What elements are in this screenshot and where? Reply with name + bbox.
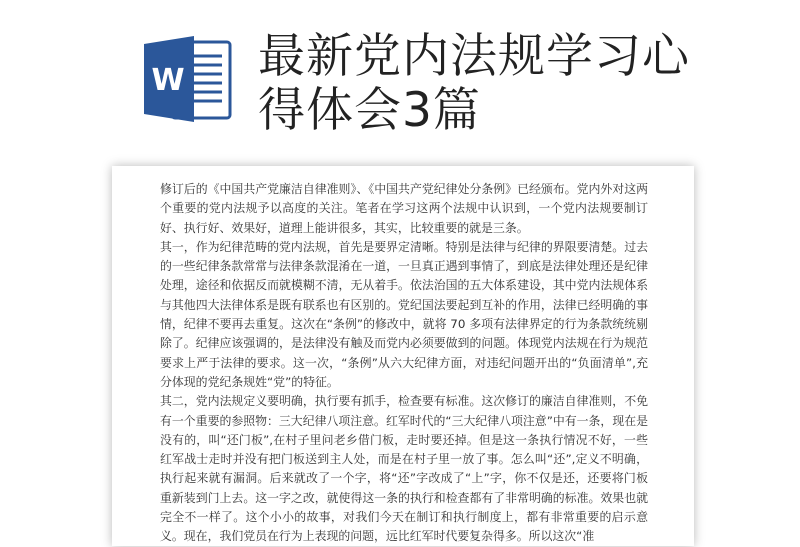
word-icon-letter: W [151,63,185,98]
document-body [160,180,648,547]
paragraph: 其一，作为纪律范畴的党内法规，首先是要界定清晰。特别是法律与纪律的界限要清楚。过去的一些纪律条款常常与法律条款混淆在一道，一旦真正遇到事情了，到底是法律处理还是纪律处理，途径和依据反而就模糊不清，无从着手。依法治国的五大体系建设，其中党内法规体系与其他四大法律体系是既有联系也有区别的。党纪国法要起到互补的作用，法律已经明确的事情，纪律不要再去重复。这次在“条例”的修改中，就将 70 多项有法律界定的行为条款统统剔除了。纪律应该强调的，是法律没有触及而党内必须要做到的问题。体现党内法规在行为规范要求上严于法律的要求。这一次，“条例”从六大纪律方面，对违纪问题开出的“负面清单”,充分体现的党纪条规姓“党”的特征。 [160,239,648,389]
paragraph: 修订后的《中国共产党廉洁自律准则》、《中国共产党纪律处分条例》已经颁布。党内外对这两个重要的党内法规予以高度的关注。笔者在学习这两个法规中认识到，一个党内法规要制订好、执行好、效果好，道理上能讲很多，其实，比较重要的就是三条。 [160,182,648,235]
word-doc-icon [142,34,234,124]
paragraph: 其二，党内法规定义要明确，执行要有抓手，检查要有标准。这次修订的廉洁自律准则，不免有一个重要的参照物：三大纪律八项注意。红军时代的“三大纪律八项注意”中有一条，现在是没有的，叫“还门板”,在村子里问老乡借门板，走时要还掉。但是这一条执行情况不好，一些红军战士走时并没有把门板送到主人处，而是在村子里一放了事。怎么叫“还”,定义不明确，执行起来就有漏洞。后来就改了一个字，将“还”字改成了“上”字，你不仅是还，还要将门板重新装到门上去。这一字之改，就使得这一条的执行和检查都有了非常明确的标准。效果也就完全不一样了。这个小小的故事，对我们今天在制订和执行制度上，都有非常重要的启示意义。现在，我们党员在行为上表现的问题，远比红军时代要复杂得多。所以这次“准 [160,394,648,544]
page-title [258,30,778,138]
title-line-2: 得体会3篇 [258,83,481,138]
title-line-1: 最新党内法规学习心 [258,29,690,84]
